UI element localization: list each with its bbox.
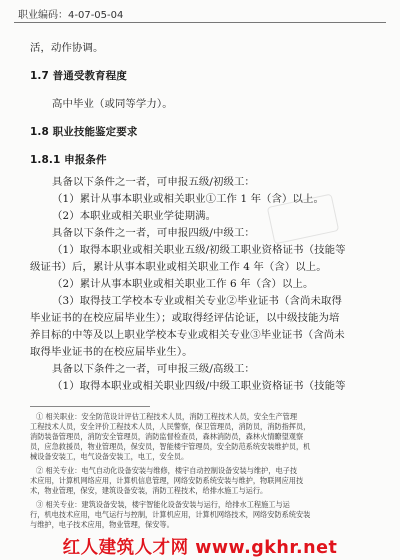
- site-watermark-banner: 红人建筑人才网 www.gkhr.net: [62, 538, 338, 558]
- footnote-divider: [30, 406, 150, 407]
- header-divider: [14, 22, 386, 23]
- text-line: 养目标的中等及以上职业学校本专业或相关专业③毕业证书（含尚未: [30, 329, 345, 341]
- text-line: （1）累计从事本职业或相关职业①工作 1 年（含）以上。: [52, 193, 324, 205]
- job-code-header: 职业编码：4-07-05-04: [18, 10, 124, 21]
- footnote-line: 工程技术人员，安全评价工程技术人员，人民警察，保卫管理员，消防员，消防指挥员，: [30, 422, 311, 431]
- footnote-line: 消防装备管理员，消防安全管理员，消防监督检查员，森林消防员，森林火情瞭望观察: [30, 432, 304, 441]
- text-line: 毕业证书的在校应届毕业生）；或取得经评估论证，以中级技能为培: [30, 312, 340, 324]
- text-line: （3）取得技工学校本专业或相关专业②毕业证书（含尚未取得: [52, 295, 342, 307]
- footnote-line: ① 相关职业：安全防范设计评估工程技术人员，消防工程技术人员，安全生产管理: [36, 412, 298, 421]
- footnote-line: 行，机电技术应用，电气运行与控制，计算机应用，计算机网络技术，网络安防系统安装: [30, 510, 311, 519]
- text-line: （1）取得本职业或相关职业五级/初级工职业资格证书（技能等: [52, 244, 346, 256]
- footnote-line: 与维护，电子技术应用，物业管理，保安等。: [30, 520, 174, 529]
- text-line: 具备以下条件之一者，可申报四级/中级工：: [52, 227, 255, 239]
- text-line: 取得毕业证书的在校应届毕业生）。: [30, 346, 193, 358]
- text-line: 具备以下条件之一者，可申报三级/高级工：: [52, 363, 255, 375]
- text-line: （1）取得本职业或相关职业四级/中级工职业资格证书（技能等: [52, 380, 346, 392]
- footnote-line: ② 相关专业：电气自动化设备安装与维修，楼宇自动控制设备安装与维护，电子技: [36, 466, 298, 475]
- text-line: 级证书）后，累计从事本职业或相关职业工作 4 年（含）以上。: [30, 261, 327, 273]
- footnote-line: 械设备安装工，电气设备安装工，电工，安全员。: [30, 452, 189, 461]
- text-line: 活，动作协调。: [30, 42, 104, 54]
- section-heading-1-8-1: 1.8.1 申报条件: [30, 154, 107, 166]
- footnote-line: ③ 相关专业：建筑设备安装，楼宇智能化设备安装与运行，给排水工程施工与运: [36, 500, 290, 509]
- text-line: 高中毕业（或同等学力）。: [52, 98, 173, 110]
- section-heading-1-7: 1.7 普通受教育程度: [30, 70, 127, 82]
- section-heading-1-8: 1.8 职业技能鉴定要求: [30, 126, 138, 138]
- text-line: （2）累计从事本职业或相关职业工作 6 年（含）以上。: [52, 278, 314, 290]
- footnote-line: 术应用，计算机网络应用，计算机信息管理，网络安防系统安装与维护，物联网应用技: [30, 476, 304, 485]
- text-line: （2）本职业或相关职业学徒期满。: [52, 210, 217, 222]
- footnote-line: 员，应急救援员，物业管理员，保安员，智能楼宇管理员，安全防范系统安装维护员，机: [30, 442, 311, 451]
- footnote-line: 术，物业管理，保安，建筑设备安装，消防工程技术，给排水施工与运行。: [30, 486, 268, 495]
- text-line: 具备以下条件之一者，可申报五级/初级工：: [52, 176, 255, 188]
